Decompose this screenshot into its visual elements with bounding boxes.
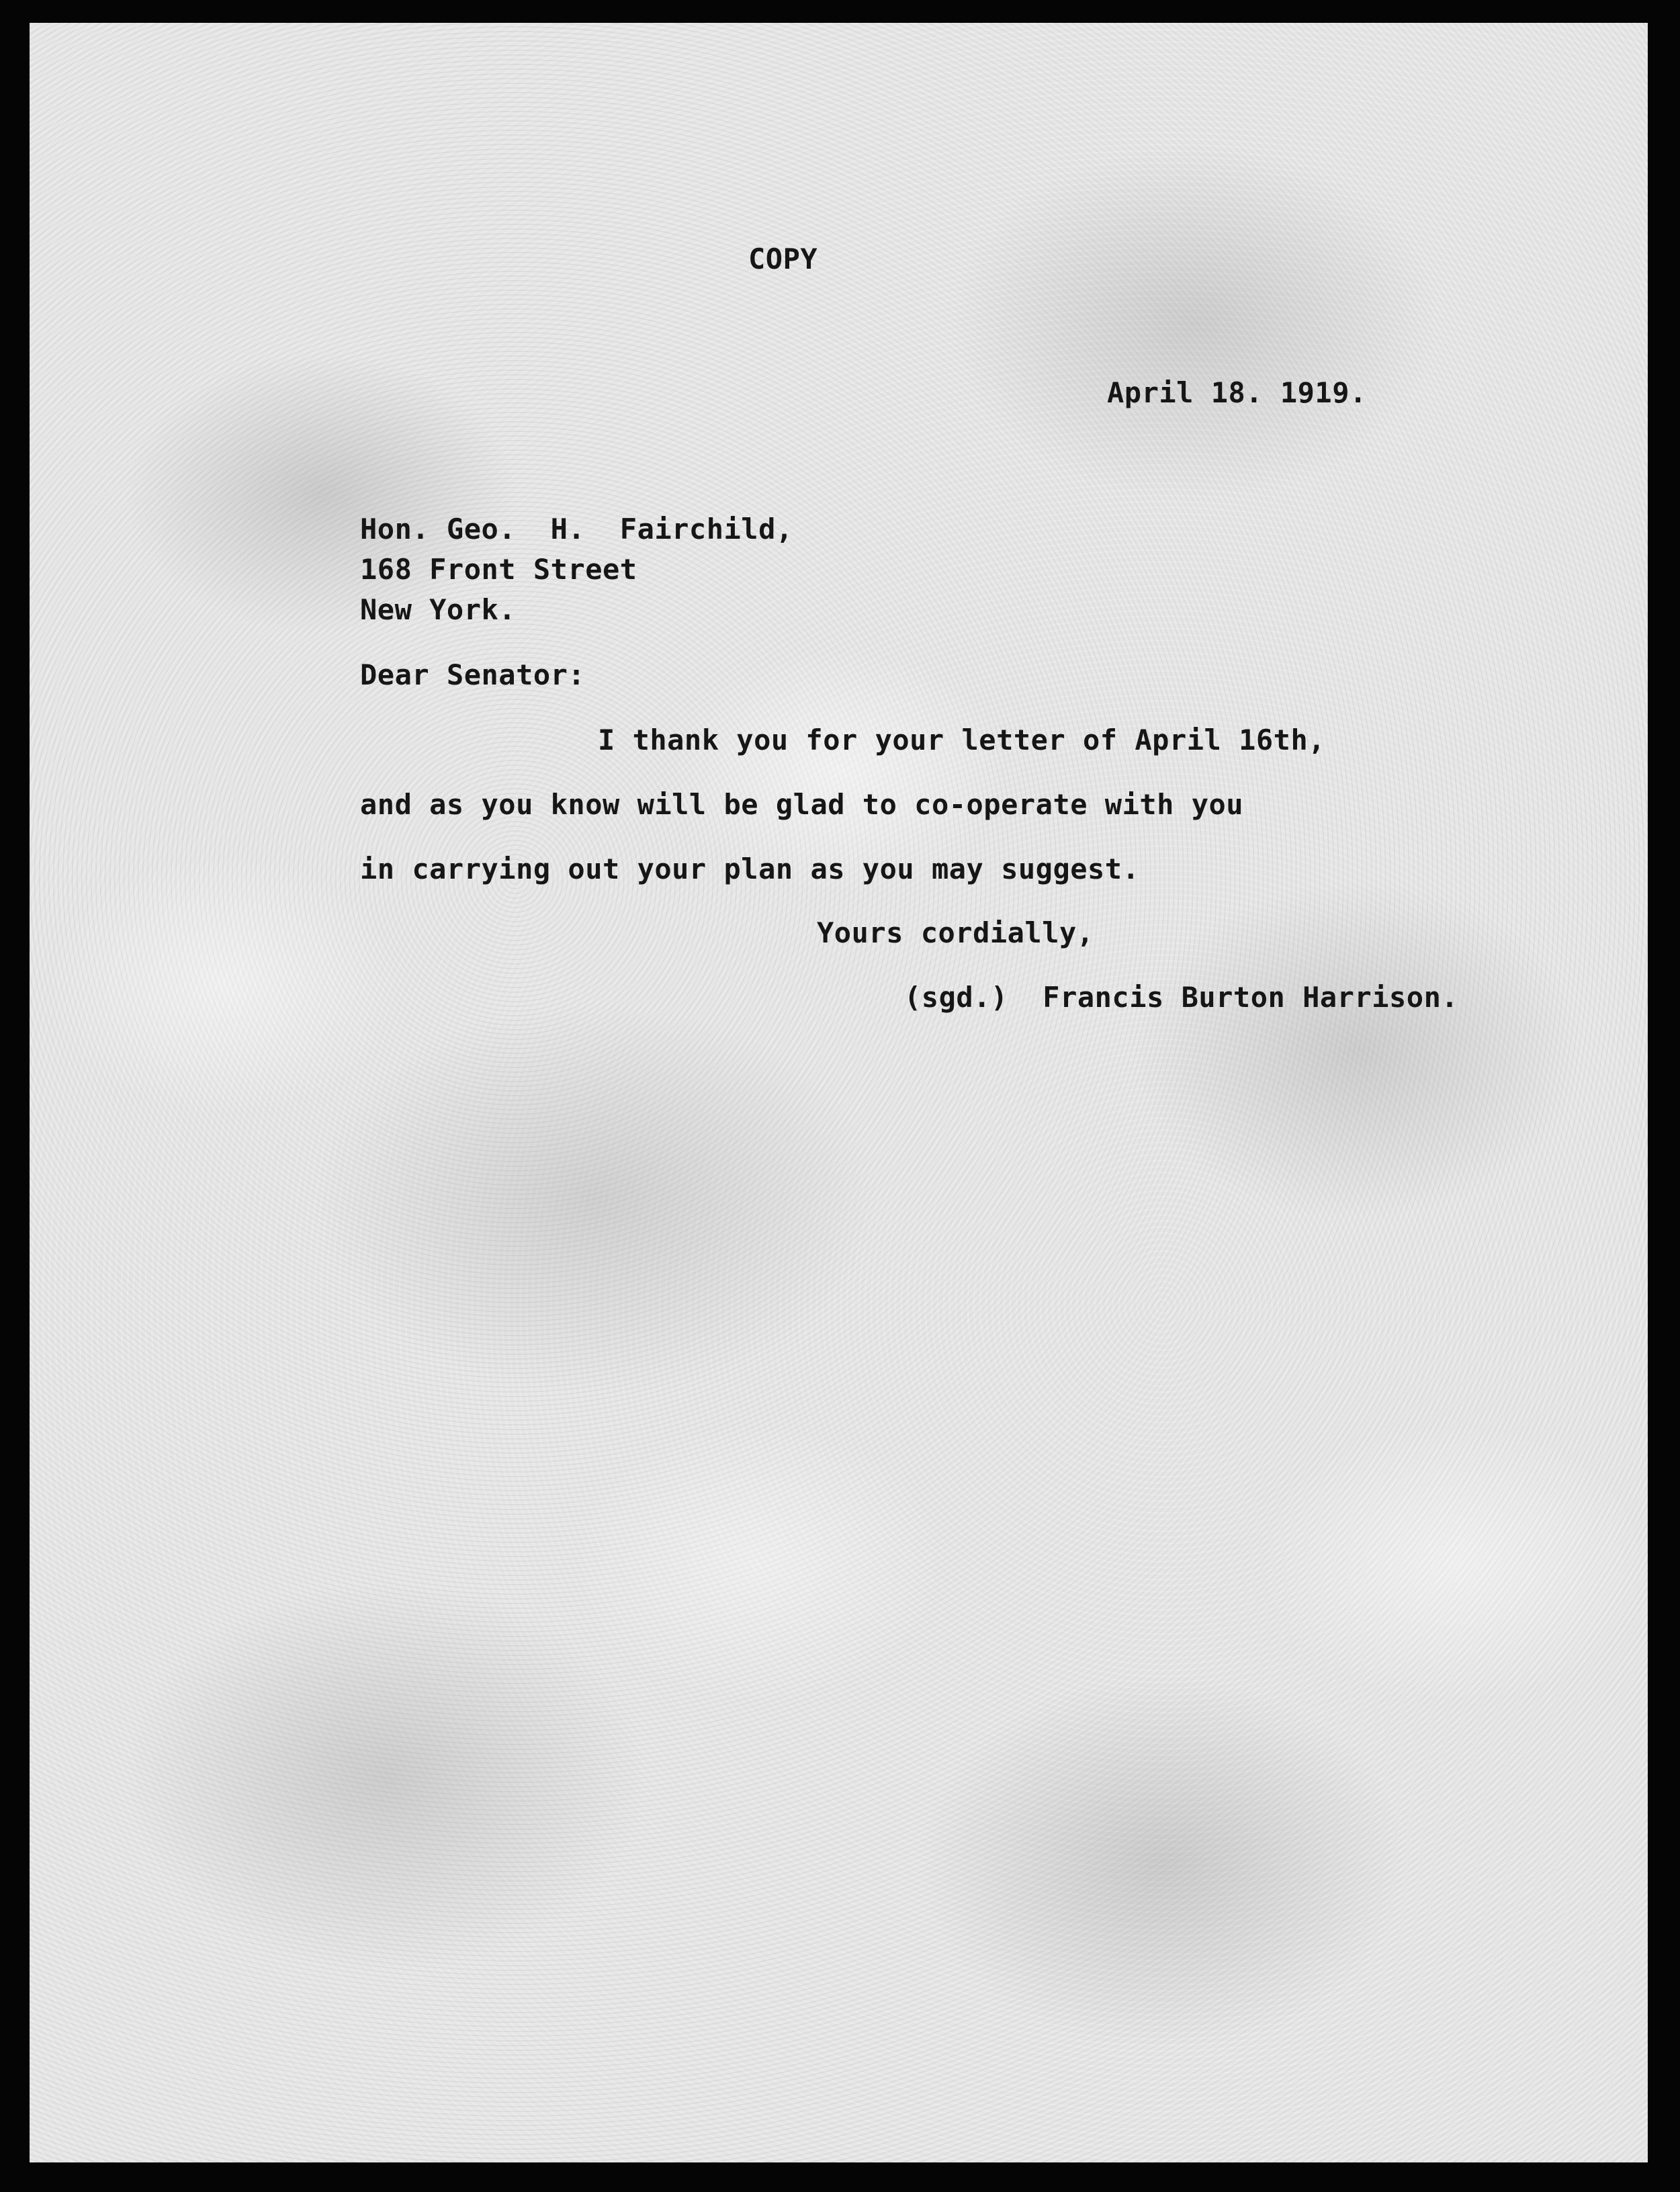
recipient-city: New York. xyxy=(360,593,517,626)
recipient-name: Hon. Geo. H. Fairchild, xyxy=(360,513,793,545)
body-line: in carrying out your plan as you may suggest. xyxy=(360,852,1140,885)
recipient-street: 168 Front Street xyxy=(360,553,637,586)
closing: Yours cordially, xyxy=(817,916,1094,949)
body-line: and as you know will be glad to co-operate with you xyxy=(360,788,1244,821)
salutation: Dear Senator: xyxy=(360,658,586,691)
signature: (sgd.) Francis Burton Harrison. xyxy=(904,981,1459,1014)
copy-label: COPY xyxy=(748,243,818,275)
letter-page xyxy=(30,23,1648,2162)
body-line: I thank you for your letter of April 16th, xyxy=(598,724,1326,756)
letter-date: April 18. 1919. xyxy=(1107,376,1367,409)
